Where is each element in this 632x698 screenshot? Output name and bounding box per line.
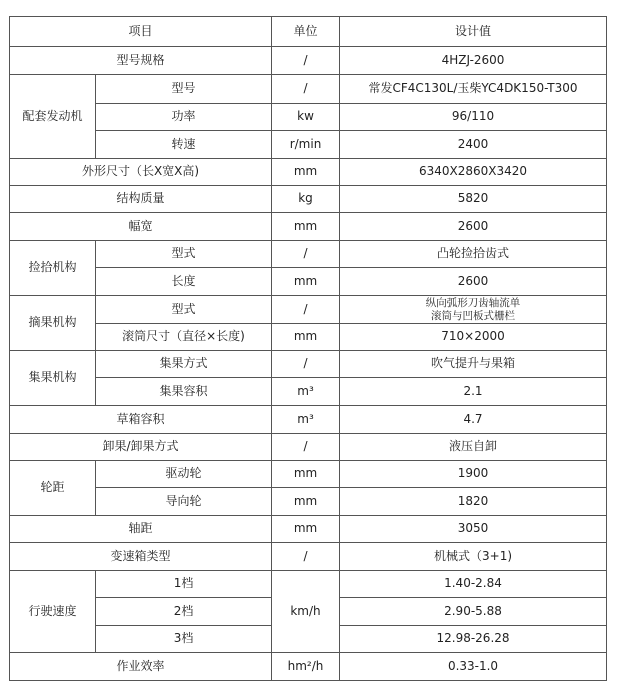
table-row [10,434,607,461]
row-unit: mm [272,213,340,241]
row-unit: kg [272,186,340,213]
row-unit: / [272,351,340,378]
row-value: 凸轮捡拾齿式 [340,241,607,268]
table-row [10,543,607,571]
row-unit: r/min [272,131,340,159]
row-value: 5820 [340,186,607,213]
table-row [10,461,607,488]
table-row [10,296,607,324]
table-row [10,213,607,241]
row-value: 2.90-5.88 [340,598,607,626]
row-unit: km/h [272,571,340,653]
table-header-row [10,17,607,47]
table-row [10,571,607,598]
table-row [10,406,607,434]
row-unit: m³ [272,406,340,434]
row-value: 710×2000 [340,324,607,351]
row-label: 功率 [96,104,272,131]
row-label: 草箱容积 [10,406,272,434]
row-label: 型式 [96,296,272,324]
row-label: 结构质量 [10,186,272,213]
row-unit: hm²/h [272,653,340,681]
row-unit: mm [272,516,340,543]
row-unit: / [272,241,340,268]
row-label: 作业效率 [10,653,272,681]
table-row [10,131,607,159]
row-label: 1档 [96,571,272,598]
row-value: 3050 [340,516,607,543]
row-value: 机械式（3+1) [340,543,607,571]
row-value: 6340X2860X3420 [340,159,607,186]
row-label: 滚筒尺寸（直径×长度) [96,324,272,351]
table-row [10,488,607,516]
row-label: 转速 [96,131,272,159]
group-label: 配套发动机 [10,75,96,159]
table-row [10,378,607,406]
row-unit: mm [272,159,340,186]
table-row [10,516,607,543]
group-label: 集果机构 [10,351,96,406]
row-label: 导向轮 [96,488,272,516]
header-value: 设计值 [340,17,607,47]
row-value: 12.98-26.28 [340,626,607,653]
table-row [10,75,607,104]
row-value: 液压自卸 [340,434,607,461]
row-unit: / [272,47,340,75]
row-label: 外形尺寸（长X宽X高) [10,159,272,186]
row-unit: kw [272,104,340,131]
table-row [10,351,607,378]
row-unit: mm [272,268,340,296]
table-row [10,159,607,186]
row-value: 4HZJ-2600 [340,47,607,75]
row-value: 1.40-2.84 [340,571,607,598]
row-label: 集果方式 [96,351,272,378]
table-row [10,268,607,296]
row-label: 型号 [96,75,272,104]
header-item: 项目 [10,17,272,47]
row-label: 集果容积 [96,378,272,406]
row-label: 型式 [96,241,272,268]
row-unit: / [272,296,340,324]
spec-table [9,16,607,681]
row-unit: mm [272,324,340,351]
row-value: 1900 [340,461,607,488]
row-value: 2600 [340,268,607,296]
row-value: 4.7 [340,406,607,434]
row-value: 0.33-1.0 [340,653,607,681]
row-unit: / [272,75,340,104]
table-row [10,324,607,351]
row-value: 常发CF4C130L/玉柴YC4DK150-T300 [340,75,607,104]
table-row [10,653,607,681]
row-label: 变速箱类型 [10,543,272,571]
row-label: 3档 [96,626,272,653]
header-unit: 单位 [272,17,340,47]
row-value [340,296,607,324]
row-value: 吹气提升与果箱 [340,351,607,378]
row-value: 2600 [340,213,607,241]
group-label: 行驶速度 [10,571,96,653]
row-label: 2档 [96,598,272,626]
row-label: 型号规格 [10,47,272,75]
row-value: 2.1 [340,378,607,406]
group-label: 摘果机构 [10,296,96,351]
row-unit: mm [272,488,340,516]
row-label: 卸果/卸果方式 [10,434,272,461]
table-row [10,241,607,268]
row-value: 96/110 [340,104,607,131]
row-value-line: 滚筒与凹板式栅栏 [431,309,515,322]
row-unit: mm [272,461,340,488]
row-label: 长度 [96,268,272,296]
table-row [10,104,607,131]
row-value: 2400 [340,131,607,159]
row-unit: / [272,543,340,571]
row-value-line: 纵向弧形刀齿轴流单 [425,297,521,310]
row-label: 轴距 [10,516,272,543]
row-label: 幅宽 [10,213,272,241]
table-row [10,47,607,75]
group-label: 捡拾机构 [10,241,96,296]
row-label: 驱动轮 [96,461,272,488]
row-unit: m³ [272,378,340,406]
row-value: 1820 [340,488,607,516]
row-unit: / [272,434,340,461]
table-row [10,186,607,213]
group-label: 轮距 [10,461,96,516]
